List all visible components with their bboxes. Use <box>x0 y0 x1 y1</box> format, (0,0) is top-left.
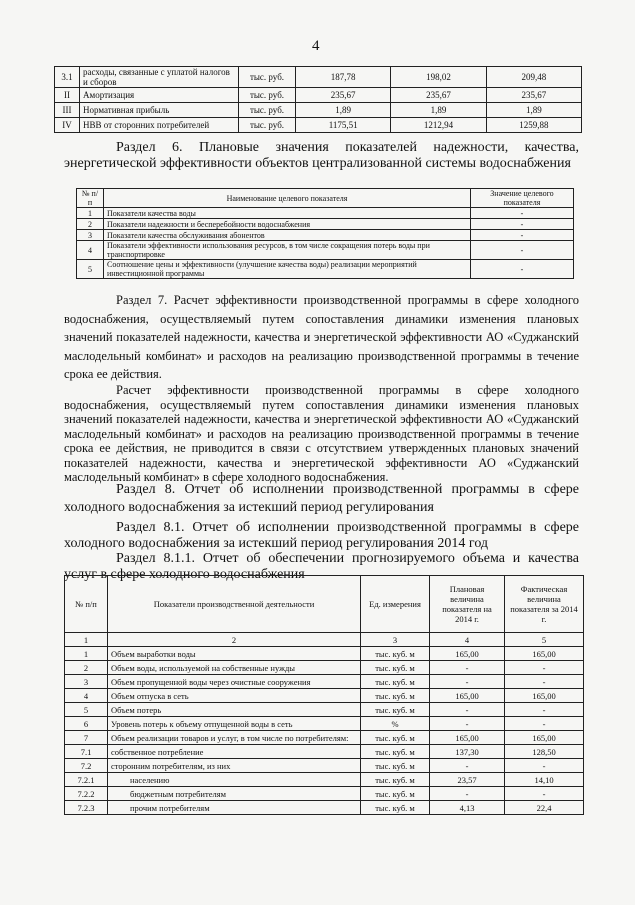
financial-table <box>54 66 582 133</box>
row-unit: тыс. куб. м <box>361 675 430 689</box>
row-name: Объем потерь <box>108 703 361 717</box>
row-num: 7 <box>65 731 108 745</box>
row-name: бюджетным потребителям <box>108 787 361 801</box>
index-cell: 4 <box>430 633 505 647</box>
row-name: прочим потребителям <box>108 801 361 815</box>
row-unit: тыс. куб. м <box>361 703 430 717</box>
row-fact: - <box>505 661 584 675</box>
row-unit: тыс. куб. м <box>361 689 430 703</box>
table-row <box>65 717 584 731</box>
row-plan: - <box>430 661 505 675</box>
row-value: - <box>471 208 574 219</box>
row-plan: - <box>430 759 505 773</box>
table-row <box>77 241 574 260</box>
table-row <box>55 103 582 118</box>
row-unit: тыс. руб. <box>239 118 296 133</box>
header-name: Наименование целевого показателя <box>104 189 471 208</box>
row-name: сторонним потребителям, из них <box>108 759 361 773</box>
row-num: 1 <box>65 647 108 661</box>
row-fact: - <box>505 703 584 717</box>
row-fact: 165,00 <box>505 731 584 745</box>
section-7-note: Расчет эффективности производственной программы в сфере холодного водоснабжения, осуществляемый путем сопоставления динамики изменения плановых значений показателей надежности, качества и энергетической эффективности АО «Суджанский маслодельный комбинат» и расходов на реализацию производственной программы в течение срока ее действия, не приводится в связи с отсутствием утвержденных плановых значений показателей надежности, качества и энергетической эффективности АО «Суджанский маслодельный комбинат» в сфере холодного водоснабжения. <box>64 383 579 484</box>
row-name: Объем реализации товаров и услуг, в том числе по потребителям: <box>108 731 361 745</box>
row-name: Показатели качества воды <box>104 208 471 219</box>
row-unit: тыс. куб. м <box>361 773 430 787</box>
table-row <box>65 647 584 661</box>
index-cell: 3 <box>361 633 430 647</box>
table-row <box>65 759 584 773</box>
row-name: НВВ от сторонних потребителей <box>80 118 239 133</box>
row-num: 1 <box>77 208 104 219</box>
row-value-2: 235,67 <box>391 88 486 103</box>
row-num: 3 <box>77 230 104 241</box>
row-num: 7.2.2 <box>65 787 108 801</box>
row-fact: - <box>505 717 584 731</box>
row-num: 3 <box>65 675 108 689</box>
row-name: Объем пропущенной воды через очистные сооружения <box>108 675 361 689</box>
table-row <box>65 661 584 675</box>
row-name: Соотношение цены и эффективности (улучшение качества воды) реализации мероприятий инвестиционной программы <box>104 260 471 279</box>
row-value-1: 187,78 <box>296 67 391 88</box>
row-num: 7.2.3 <box>65 801 108 815</box>
row-num: 3.1 <box>55 67 80 88</box>
row-plan: 137,30 <box>430 745 505 759</box>
row-name: расходы, связанные с уплатой налогов и сборов <box>80 67 239 88</box>
row-value-3: 235,67 <box>486 88 581 103</box>
row-value-1: 235,67 <box>296 88 391 103</box>
section-8-1-heading: Раздел 8.1. Отчет об исполнении производственной программы в сфере холодного водоснабжения за истекший период регулирования 2014 год <box>64 520 579 551</box>
table-header-row <box>65 576 584 633</box>
row-fact: 165,00 <box>505 689 584 703</box>
target-indicators-table <box>76 188 574 279</box>
row-value-2: 198,02 <box>391 67 486 88</box>
index-row <box>65 633 584 647</box>
table-row <box>65 731 584 745</box>
table-row <box>77 219 574 230</box>
row-plan: 23,57 <box>430 773 505 787</box>
row-num: 6 <box>65 717 108 731</box>
index-cell: 1 <box>65 633 108 647</box>
header-name: Показатели производственной деятельности <box>108 576 361 633</box>
header-unit: Ед. измерения <box>361 576 430 633</box>
row-fact: - <box>505 787 584 801</box>
row-fact: - <box>505 759 584 773</box>
row-value-1: 1,89 <box>296 103 391 118</box>
row-value-2: 1212,94 <box>391 118 486 133</box>
row-unit: тыс. руб. <box>239 103 296 118</box>
row-unit: % <box>361 717 430 731</box>
section-7-paragraph: Раздел 7. Расчет эффективности производственной программы в сфере холодного водоснабжения, осуществляемый путем сопоставления динамики изменения плановых значений показателей надежности, качества и энергетической эффективности АО «Суджанский маслодельный комбинат» и расходов на реализацию производственной программы в течение срока ее действия. <box>64 293 579 381</box>
row-name: собственное потребление <box>108 745 361 759</box>
row-value-3: 209,48 <box>486 67 581 88</box>
row-num: III <box>55 103 80 118</box>
row-value-2: 1,89 <box>391 103 486 118</box>
row-name: Объем выработки воды <box>108 647 361 661</box>
row-name: Объем отпуска в сеть <box>108 689 361 703</box>
section-8-heading: Раздел 8. Отчет об исполнении производственной программы в сфере холодного водоснабжения за истекший период регулирования <box>64 482 579 515</box>
row-value: - <box>471 219 574 230</box>
row-fact: 14,10 <box>505 773 584 787</box>
table-row <box>65 689 584 703</box>
header-fact: Фактическая величина показателя за 2014 г. <box>505 576 584 633</box>
row-value: - <box>471 260 574 279</box>
row-fact: 128,50 <box>505 745 584 759</box>
table-row <box>65 745 584 759</box>
header-num: № п/п <box>77 189 104 208</box>
row-unit: тыс. куб. м <box>361 661 430 675</box>
table-row <box>65 703 584 717</box>
row-plan: - <box>430 675 505 689</box>
row-fact: 165,00 <box>505 647 584 661</box>
table-row <box>77 208 574 219</box>
row-num: 7.2 <box>65 759 108 773</box>
row-plan: 165,00 <box>430 647 505 661</box>
row-num: 2 <box>77 219 104 230</box>
row-num: IV <box>55 118 80 133</box>
page-number: 4 <box>312 38 320 54</box>
header-value: Значение целевого показателя <box>471 189 574 208</box>
row-value-1: 1175,51 <box>296 118 391 133</box>
row-unit: тыс. куб. м <box>361 787 430 801</box>
row-name: Показатели качества обслуживания абонентов <box>104 230 471 241</box>
row-num: II <box>55 88 80 103</box>
row-name: Амортизация <box>80 88 239 103</box>
table-row <box>65 787 584 801</box>
row-num: 7.2.1 <box>65 773 108 787</box>
row-value-3: 1259,88 <box>486 118 581 133</box>
table-row <box>65 675 584 689</box>
section-8-1-1-heading: Раздел 8.1.1. Отчет об обеспечении прогнозируемого объема и качества услуг в сфере холодного водоснабжения <box>64 551 579 582</box>
row-num: 5 <box>77 260 104 279</box>
table-row <box>77 230 574 241</box>
row-num: 7.1 <box>65 745 108 759</box>
row-value: - <box>471 241 574 260</box>
row-unit: тыс. руб. <box>239 67 296 88</box>
table-row <box>65 801 584 815</box>
index-cell: 2 <box>108 633 361 647</box>
row-plan: 165,00 <box>430 689 505 703</box>
row-plan: 165,00 <box>430 731 505 745</box>
report-table <box>64 575 584 815</box>
row-unit: тыс. куб. м <box>361 731 430 745</box>
header-plan: Плановая величина показателя на 2014 г. <box>430 576 505 633</box>
row-plan: - <box>430 703 505 717</box>
row-num: 4 <box>65 689 108 703</box>
row-name: Показатели эффективности использования ресурсов, в том числе сокращения потерь воды при транспортировке <box>104 241 471 260</box>
row-name: Уровень потерь к объему отпущенной воды в сеть <box>108 717 361 731</box>
row-name: населению <box>108 773 361 787</box>
index-cell: 5 <box>505 633 584 647</box>
row-num: 5 <box>65 703 108 717</box>
table-row <box>55 67 582 88</box>
row-plan: - <box>430 717 505 731</box>
row-value: - <box>471 230 574 241</box>
header-num: № п/п <box>65 576 108 633</box>
row-fact: 22,4 <box>505 801 584 815</box>
table-row <box>65 773 584 787</box>
section-6-heading: Раздел 6. Плановые значения показателей надежности, качества, энергетической эффективности объектов централизованной системы водоснабжения <box>64 140 579 171</box>
table-row <box>55 118 582 133</box>
row-num: 2 <box>65 661 108 675</box>
row-unit: тыс. руб. <box>239 88 296 103</box>
table-row <box>55 88 582 103</box>
row-value-3: 1,89 <box>486 103 581 118</box>
row-fact: - <box>505 675 584 689</box>
row-unit: тыс. куб. м <box>361 647 430 661</box>
row-name: Объем воды, используемой на собственные нужды <box>108 661 361 675</box>
row-unit: тыс. куб. м <box>361 745 430 759</box>
row-name: Показатели надежности и бесперебойности водоснабжения <box>104 219 471 230</box>
row-name: Нормативная прибыль <box>80 103 239 118</box>
row-unit: тыс. куб. м <box>361 801 430 815</box>
row-num: 4 <box>77 241 104 260</box>
row-plan: - <box>430 787 505 801</box>
row-unit: тыс. куб. м <box>361 759 430 773</box>
table-header-row <box>77 189 574 208</box>
row-plan: 4,13 <box>430 801 505 815</box>
table-row <box>77 260 574 279</box>
